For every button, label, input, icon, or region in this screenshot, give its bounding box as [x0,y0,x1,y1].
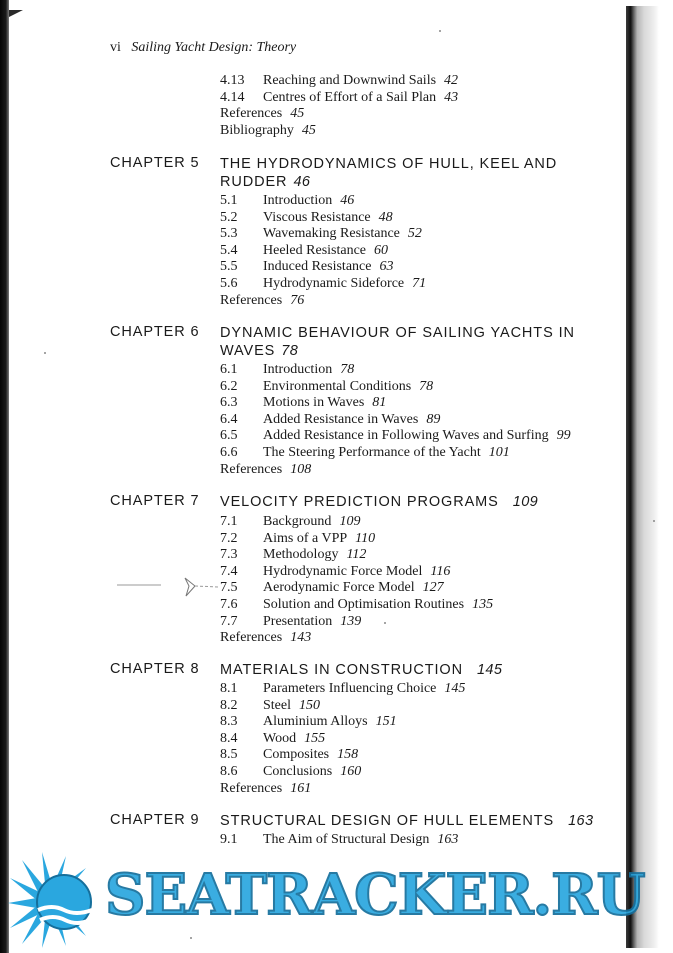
entry-title: Aluminium Alloys [263,714,368,730]
references-label: References [220,461,283,477]
entry-page: 78 [419,378,434,394]
entry-page: 110 [355,530,376,546]
entry-title: Composites [263,747,330,763]
chapter-title-text: VELOCITY PREDICTION PROGRAMS [220,494,499,510]
toc-entry [220,445,571,462]
chapter-title [220,661,605,679]
entry-page: 155 [304,730,326,746]
toc-entry [220,731,465,748]
chapter-title [220,493,605,511]
toc-entry [220,412,571,429]
bibliography-page: 45 [301,122,316,138]
chapter-entries [220,832,458,849]
entry-page: 60 [374,242,389,258]
entry-number: 8.6 [220,763,238,779]
watermark-text: SEATRACKER.RU [105,862,645,928]
entry-page: 160 [340,763,362,779]
entry-page: 145 [444,681,466,696]
toc-entry [220,259,426,276]
entry-number: 5.6 [220,275,238,291]
entry-title: Introduction [263,362,333,377]
entry-number: 7.1 [220,514,238,529]
entry-page: 99 [556,428,571,444]
entry-title: Heeled Resistance [263,242,367,258]
entry-page: 52 [407,226,422,242]
chapter-page: 46 [293,174,311,190]
entry-number: 7.5 [220,580,238,596]
toc-entry [220,547,493,564]
entry-page: 127 [422,580,444,596]
running-header [110,40,296,56]
toc-entry [220,193,426,210]
chapter-title-text: DYNAMIC BEHAVIOUR OF SAILING YACHTS IN WAVES [220,325,575,359]
entry-page: 89 [426,411,441,427]
toc-entry [220,832,458,849]
entry-number: 4.14 [220,89,245,105]
entry-page: 78 [340,362,355,377]
entry-title: Reaching and Downwind Sails [263,73,437,88]
toc-entry [220,379,571,396]
references-label: References [220,630,283,646]
chapter-label: CHAPTER 6 [110,324,200,340]
toc-entry [220,73,458,90]
toc-entry [220,395,571,412]
chapter-title-text: MATERIALS IN CONSTRUCTION [220,662,463,678]
toc-entry [220,514,493,531]
entry-title: Background [263,514,332,529]
entry-number: 8.5 [220,747,238,763]
entry-title: Steel [263,697,291,713]
toc-entry [220,226,426,243]
scan-speck [439,30,441,32]
entry-title: The Steering Performance of the Yacht [263,444,481,460]
sun-icon [0,848,110,948]
entry-number: 5.4 [220,242,238,258]
entry-page: 163 [437,832,459,847]
entry-page: 46 [340,193,355,208]
entry-number: 5.5 [220,259,238,275]
chapter-label: CHAPTER 8 [110,661,200,677]
book-title: Sailing Yacht Design: Theory [131,40,297,55]
toc-entry [220,531,493,548]
scan-speck [653,520,655,522]
entry-page: 101 [488,444,510,460]
scan-speck [384,622,386,624]
chapter-title [220,324,605,360]
chapter-title-text: STRUCTURAL DESIGN OF HULL ELEMENTS [220,813,555,829]
entry-title: Added Resistance in Following Waves and Surfing [263,428,549,444]
toc-entry [220,597,493,614]
entry-title: Wood [263,730,297,746]
entry-title: Presentation [263,613,333,629]
bibliography-entry [220,123,458,140]
entry-number: 6.3 [220,395,238,411]
entry-page: 42 [444,73,459,88]
chapter-entries [220,362,571,478]
chapter-page: 163 [568,813,594,829]
entry-number: 7.4 [220,563,238,579]
entry-page: 135 [472,596,494,612]
entry-number: 7.3 [220,547,238,563]
bibliography-label: Bibliography [220,122,294,138]
chapter-4-continuation [220,73,458,139]
entry-page: 139 [340,613,362,629]
entry-title: Added Resistance in Waves [263,411,419,427]
entry-number: 7.6 [220,596,238,612]
entry-page: 112 [346,547,367,563]
entry-page: 81 [372,395,387,411]
references-page: 76 [290,292,305,308]
entry-number: 8.2 [220,697,238,713]
toc-entry [220,698,465,715]
entry-number: 6.2 [220,378,238,394]
toc-entry [220,764,465,781]
entry-page: 71 [412,275,427,291]
entry-number: 8.1 [220,681,238,696]
entry-page: 63 [379,259,394,275]
toc-entry [220,580,493,597]
entry-title: The Aim of Structural Design [263,832,430,847]
references-page: 45 [290,106,305,122]
entry-title: Conclusions [263,763,333,779]
chapter-page: 109 [512,494,539,510]
chapter-label: CHAPTER 9 [110,812,200,828]
entry-title: Solution and Optimisation Routines [263,596,465,612]
scan-speck [44,352,46,354]
toc-entry [220,681,465,698]
entry-page: 43 [444,89,459,105]
entry-page: 116 [430,563,451,579]
entry-title: Hydrodynamic Force Model [263,563,423,579]
toc-entry [220,747,465,764]
chapter-page: 145 [476,662,503,678]
entry-title: Viscous Resistance [263,209,371,225]
entry-title: Centres of Effort of a Sail Plan [263,89,437,105]
page-number: vi [110,40,121,55]
scan-left-edge [0,0,9,953]
entry-page: 150 [299,697,320,713]
entry-number: 9.1 [220,832,238,847]
references-label: References [220,106,283,122]
chapter-entries [220,681,465,797]
toc-entry [220,714,465,731]
entry-number: 6.6 [220,444,238,460]
entry-number: 8.4 [220,730,238,746]
entry-title: Induced Resistance [263,259,372,275]
chapter-title-text: THE HYDRODYNAMICS OF HULL, KEEL AND RUDDER [220,156,558,190]
scan-corner-mark [9,10,23,17]
references-entry [220,106,458,123]
references-page: 108 [290,461,312,477]
toc-entry [220,243,426,260]
toc-entry [220,90,458,107]
watermark [0,848,673,948]
entry-page: 151 [375,714,397,730]
entry-number: 7.2 [220,530,238,546]
entry-title: Methodology [263,547,339,563]
entry-number: 5.1 [220,193,238,208]
entry-page: 109 [339,514,361,529]
pencil-arrow-icon [115,572,225,602]
references-page: 161 [290,780,312,796]
toc-entry [220,564,493,581]
entry-number: 6.1 [220,362,238,377]
chapter-page: 78 [281,343,299,359]
entry-number: 5.3 [220,226,238,242]
entry-number: 6.4 [220,411,238,427]
references-entry [220,781,465,798]
chapter-entries [220,193,426,309]
entry-number: 7.7 [220,613,238,629]
entry-title: Hydrodynamic Sideforce [263,275,405,291]
toc-entry [220,614,493,631]
entry-title: Environmental Conditions [263,378,412,394]
entry-title: Motions in Waves [263,395,365,411]
toc-entry [220,428,571,445]
scan-binding-shadow [626,6,659,948]
toc-entry [220,210,426,227]
references-entry [220,462,571,479]
entry-title: Aerodynamic Force Model [263,580,415,596]
toc-entry [220,276,426,293]
entry-title: Wavemaking Resistance [263,226,400,242]
chapter-label: CHAPTER 5 [110,155,200,171]
chapter-title [220,155,605,191]
entry-number: 5.2 [220,209,238,225]
chapter-title [220,812,605,830]
references-entry [220,630,493,647]
entry-title: Introduction [263,193,333,208]
references-page: 143 [290,630,312,646]
chapter-entries [220,514,493,647]
references-entry [220,293,426,310]
entry-title: Parameters Influencing Choice [263,681,437,696]
references-label: References [220,780,283,796]
toc-entry [220,362,571,379]
entry-number: 8.3 [220,714,238,730]
entry-title: Aims of a VPP [263,530,348,546]
references-label: References [220,292,283,308]
chapter-label: CHAPTER 7 [110,493,200,509]
entry-number: 4.13 [220,73,245,88]
entry-number: 6.5 [220,428,238,444]
entry-page: 48 [378,209,393,225]
entry-page: 158 [337,747,359,763]
